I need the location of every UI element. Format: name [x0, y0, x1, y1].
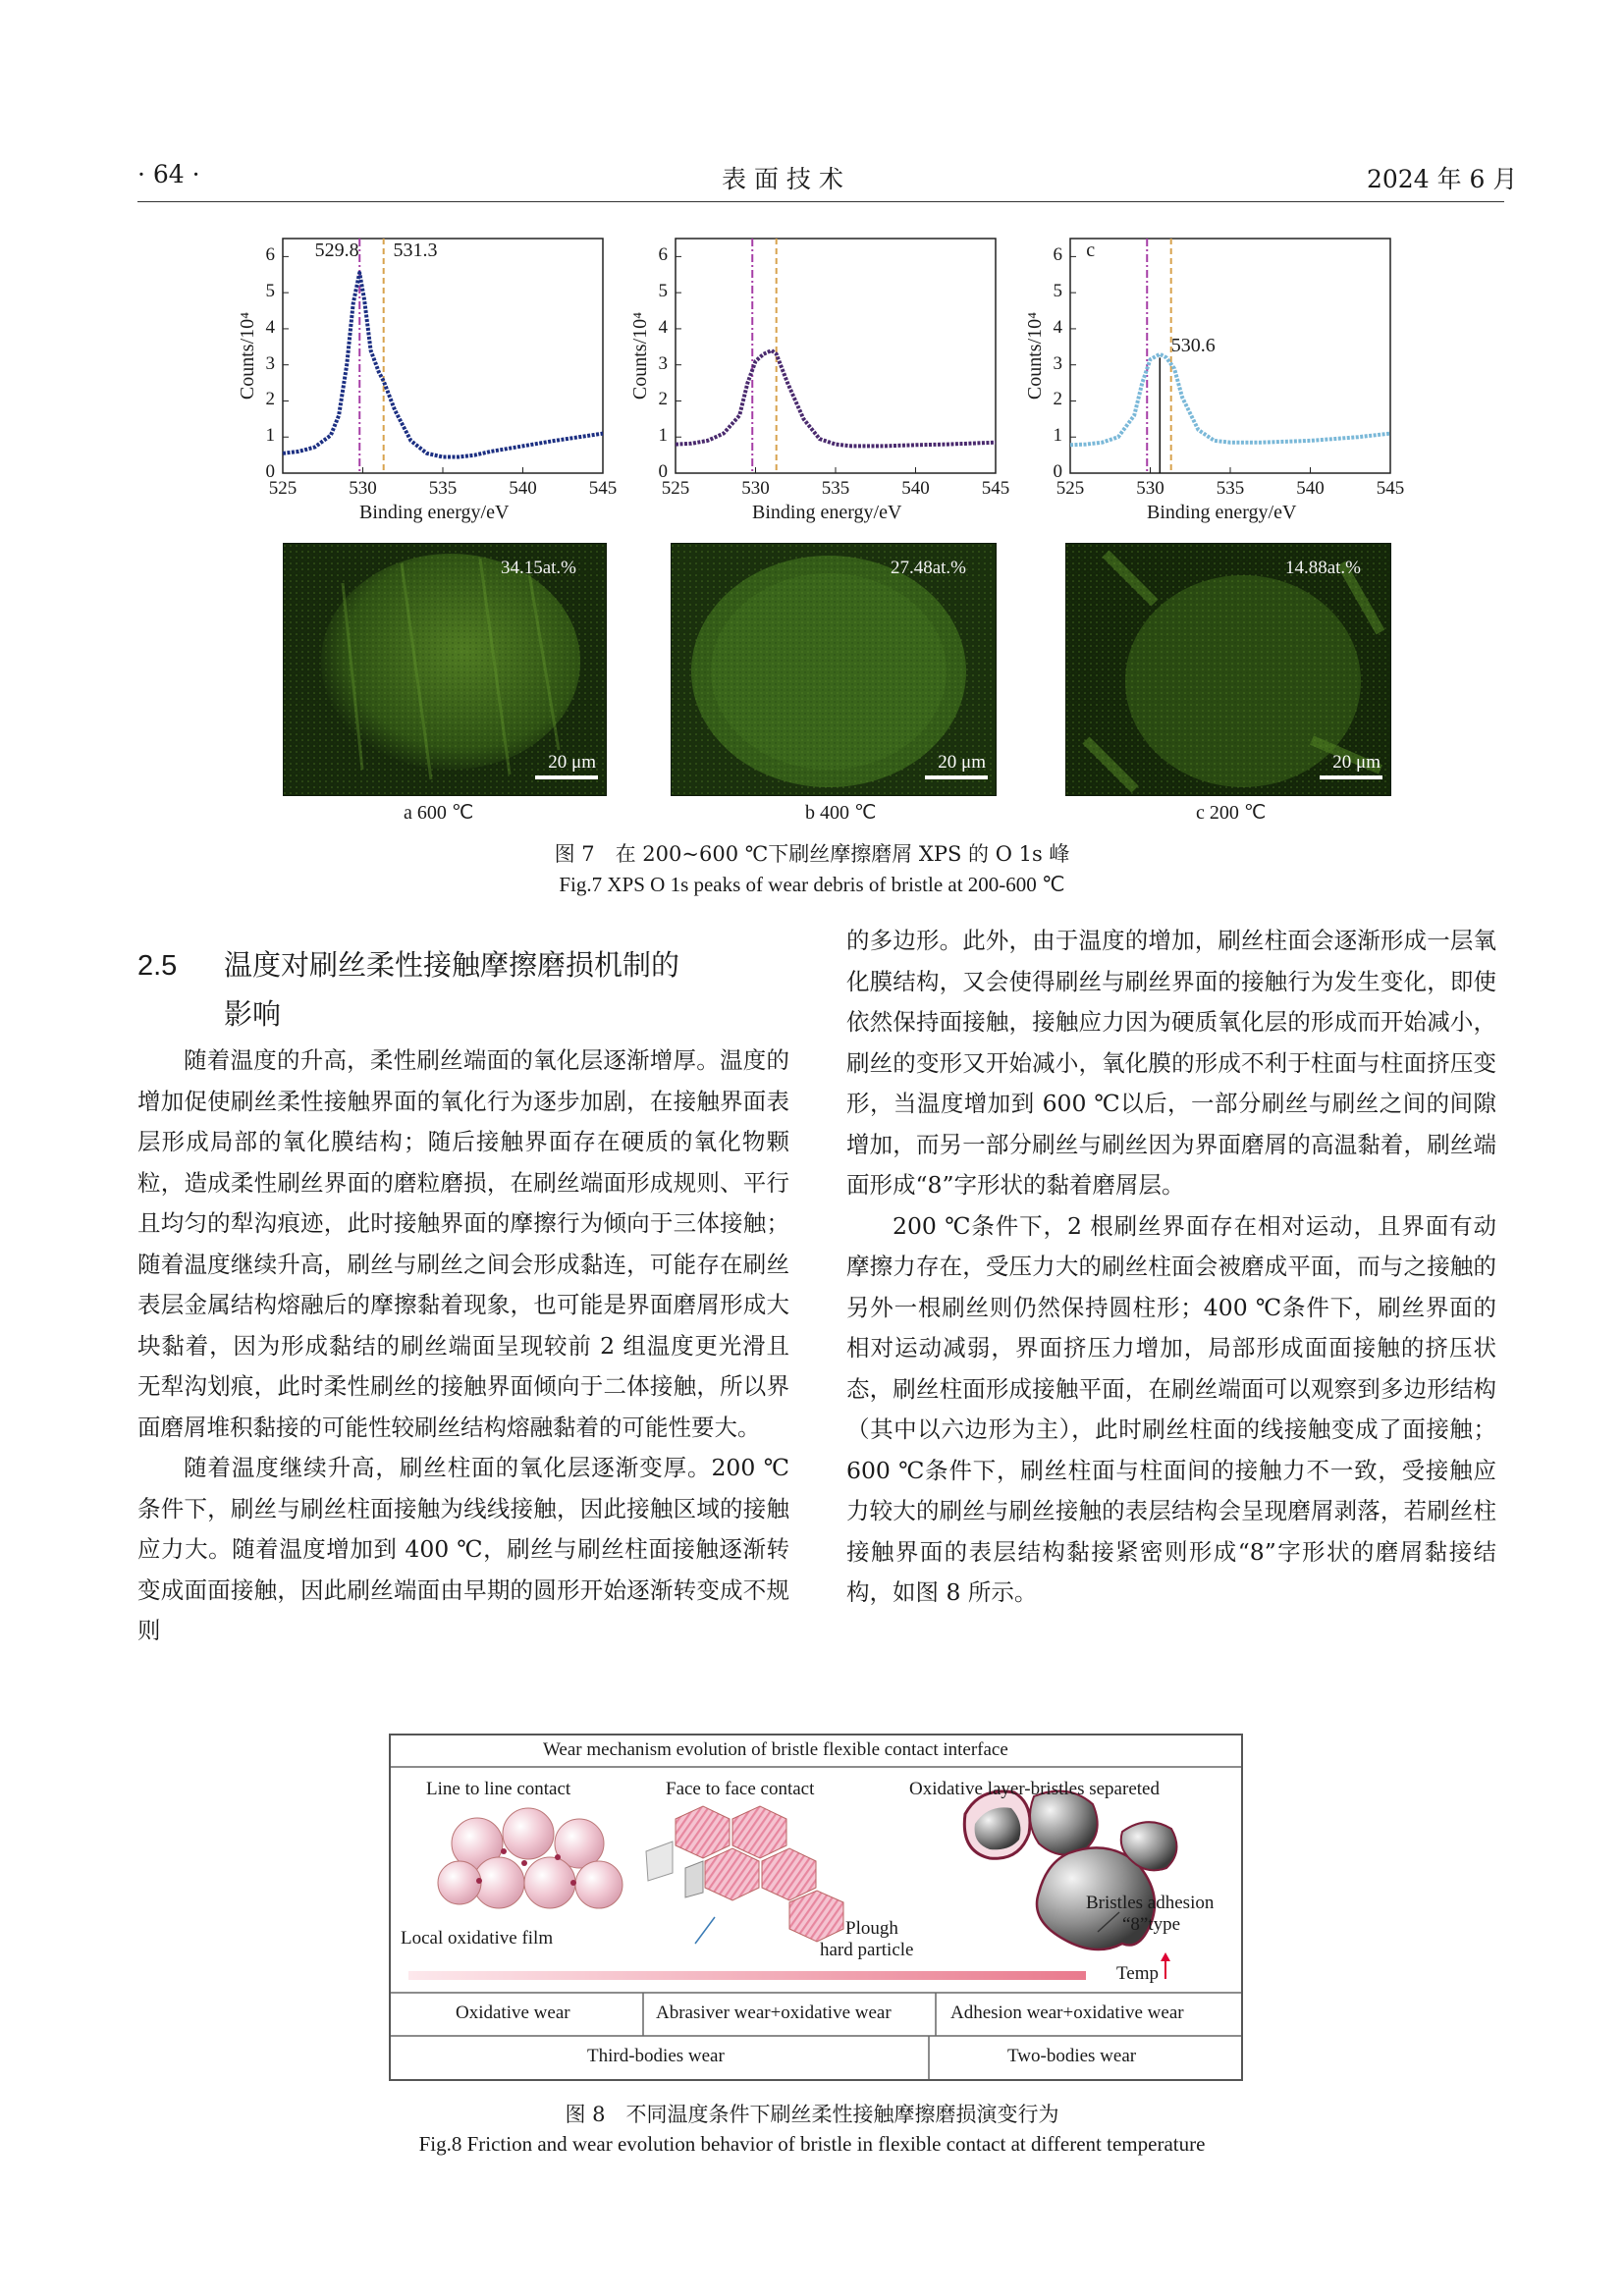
x-tick-label: 545: [1376, 478, 1405, 499]
y-tick-label: 0: [658, 461, 668, 482]
x-tick-label: 540: [1296, 478, 1325, 499]
wear-type-abrasive: Abrasiver wear+oxidative wear: [656, 2002, 892, 2023]
issue-date: 2024 年 6 月: [1367, 165, 1518, 193]
y-tick-label: 6: [658, 244, 668, 266]
y-axis-label: Counts/10⁴: [629, 311, 652, 400]
x-tick-label: 540: [509, 478, 537, 499]
y-tick-label: 5: [1053, 281, 1062, 302]
body-type-two: Two-bodies wear: [1007, 2046, 1137, 2066]
panel-label-a: a 600 ℃: [404, 802, 474, 824]
face-contact-bristles: [646, 1806, 843, 1944]
fig7-caption-cn: 图 7 在 200~600 ℃下刷丝摩擦磨屑 XPS 的 O 1s 峰: [554, 842, 1070, 866]
x-tick-label: 525: [268, 478, 298, 499]
x-tick-label: 535: [821, 478, 850, 499]
x-tick-label: 545: [588, 478, 618, 499]
fig7-caption-en: Fig.7 XPS O 1s peaks of wear debris of bristle at 200-600 ℃: [559, 873, 1065, 896]
y-tick-label: 4: [265, 316, 275, 338]
y-tick-label: 1: [265, 425, 275, 447]
x-tick-label: 535: [1216, 478, 1245, 499]
oxygen-content-b: 27.48at.%: [890, 558, 966, 578]
left-column: [137, 1041, 789, 1652]
right-column: [846, 921, 1496, 1614]
x-axis-label: Binding energy/eV: [752, 502, 902, 523]
wear-type-oxidative: Oxidative wear: [456, 2002, 570, 2023]
y-tick-label: 5: [265, 281, 275, 302]
section-number: 2.5: [137, 950, 178, 982]
x-tick-label: 535: [428, 478, 458, 499]
x-tick-label: 540: [901, 478, 930, 499]
scale-bar-c: [1320, 775, 1382, 779]
y-axis-label: Counts/10⁴: [1024, 311, 1047, 400]
x-tick-label: 530: [349, 478, 377, 499]
annotation-hard-particle: hard particle: [820, 1940, 914, 1960]
micrograph-a: [283, 543, 607, 796]
peak-annotation: 529.8: [314, 239, 359, 261]
panel-label-c: c 200 ℃: [1196, 802, 1267, 824]
diagram-title: Wear mechanism evolution of bristle flexible contact interface: [543, 1739, 1008, 1760]
xps-chart-c: [0, 0, 1624, 550]
fig8-caption-cn: 图 8 不同温度条件下刷丝柔性接触摩擦磨损演变行为: [565, 2103, 1059, 2126]
body-type-third: Third-bodies wear: [587, 2046, 725, 2066]
right-paragraph-1: 的多边形。此外，由于温度的增加，刷丝柱面会逐渐形成一层氧化膜结构，又会使得刷丝与刷丝界面的接触行为发生变化，即使依然保持面接触，接触应力因为硬质氧化层的形成而开始减小，刷丝的变形又开始减小，氧化膜的形成不利于柱面与柱面挤压变形，当温度增加到 600 ℃以后，一部分刷丝与刷丝之间的间隙增加，而另一部分刷丝与刷丝因为界面磨屑的高温黏着，刷丝端面形成“8”字形状的黏着磨屑层。: [846, 927, 1496, 1199]
x-tick-label: 525: [661, 478, 690, 499]
peak-annotation: 530.6: [1170, 335, 1216, 357]
y-tick-label: 2: [1053, 389, 1062, 410]
y-tick-label: 2: [658, 389, 668, 410]
x-axis-label: Binding energy/eV: [1147, 502, 1297, 523]
oxygen-content-a: 34.15at.%: [500, 558, 576, 578]
annotation-plough: Plough: [845, 1918, 898, 1939]
fig8-diagram: [389, 1734, 1243, 2081]
y-tick-label: 1: [658, 425, 668, 447]
peak-annotation: c: [1086, 239, 1096, 261]
annotation-bristles-adhesion: Bristles adhesion: [1086, 1893, 1215, 1913]
y-tick-label: 4: [1053, 316, 1062, 338]
y-tick-label: 6: [1053, 244, 1062, 266]
section-title-line-1: 温度对刷丝柔性接触摩擦磨损机制的: [224, 948, 680, 982]
annotation-local-film: Local oxidative film: [401, 1928, 554, 1949]
left-paragraph-2: 随着温度继续升高，刷丝柱面的氧化层逐渐变厚。200 ℃条件下，刷丝与刷丝柱面接触为线线接触，因此接触区域的接触应力大。随着温度增加到 400 ℃，刷丝与刷丝柱面接触逐渐转变成面面接触，因此刷丝端面由早期的圆形开始逐渐转变成不规则: [137, 1454, 789, 1644]
oxygen-content-c: 14.88at.%: [1284, 558, 1361, 578]
panel-label-b: b 400 ℃: [805, 802, 877, 824]
scale-bar-a: [535, 775, 598, 779]
y-tick-label: 1: [1053, 425, 1062, 447]
wear-type-adhesion: Adhesion wear+oxidative wear: [950, 2002, 1184, 2023]
right-paragraph-2: 200 ℃条件下，2 根刷丝界面存在相对运动，且界面有动摩擦力存在，受压力大的刷丝柱面会被磨成平面，而与之接触的另外一根刷丝则仍然保持圆柱形；400 ℃条件下，刷丝界面的相对运动减弱，界面挤压力增加，局部形成面面接触的挤压状态，刷丝柱面形成接触平面，在刷丝端面可以观察到多边形结构（其中以六边形为主），此时刷丝柱面的线接触变成了面接触；600 ℃条件下，刷丝柱面与柱面间的接触力不一致，受接触应力较大的刷丝与刷丝接触的表层结构会呈现磨屑剥落，若刷丝柱接触界面的表层结构黏接紧密则形成“8”字形状的磨屑黏接结构，如图 8 所示。: [846, 1211, 1496, 1606]
stage-label-oxidative: Oxidative layer-bristles separeted: [909, 1779, 1160, 1799]
scale-bar-b: [925, 775, 988, 779]
annotation-8-type: “8”type: [1122, 1914, 1181, 1935]
fig8-caption-en: Fig.8 Friction and wear evolution behavior of bristle in flexible contact at different temperature: [418, 2132, 1206, 2156]
micrograph-b: [671, 543, 997, 796]
temperature-gradient-bar: [408, 1971, 1086, 1980]
y-tick-label: 0: [1053, 461, 1062, 482]
y-tick-label: 0: [265, 461, 275, 482]
stage-label-face: Face to face contact: [666, 1779, 815, 1799]
x-tick-label: 545: [981, 478, 1010, 499]
scale-label-c: 20 μm: [1332, 752, 1380, 773]
y-tick-label: 3: [265, 352, 275, 374]
x-tick-label: 530: [1136, 478, 1164, 499]
scale-label-b: 20 μm: [938, 752, 986, 773]
y-tick-label: 2: [265, 389, 275, 410]
y-tick-label: 3: [1053, 352, 1062, 374]
y-tick-label: 5: [658, 281, 668, 302]
stage-label-line: Line to line contact: [426, 1779, 571, 1799]
section-title: [224, 940, 679, 1039]
peak-annotation: 531.3: [393, 239, 438, 261]
temperature-label: Temp: [1116, 1963, 1159, 1984]
x-tick-label: 530: [741, 478, 770, 499]
journal-title: 表 面 技 术: [722, 165, 843, 193]
scale-label-a: 20 μm: [548, 752, 596, 773]
y-tick-label: 6: [265, 244, 275, 266]
y-tick-label: 4: [658, 316, 668, 338]
section-title-line-2: 影响: [224, 997, 282, 1031]
page-number: · 64 ·: [137, 160, 200, 188]
left-paragraph-1: 随着温度的升高，柔性刷丝端面的氧化层逐渐增厚。温度的增加促使刷丝柔性接触界面的氧化行为逐步加剧，在接触界面表层形成局部的氧化膜结构；随后接触界面存在硬质的氧化物颗粒，造成柔性刷丝界面的磨粒磨损，在刷丝端面形成规则、平行且均匀的犁沟痕迹，此时接触界面的摩擦行为倾向于三体接触；随着温度继续升高，刷丝与刷丝之间会形成黏连，可能存在刷丝表层金属结构熔融后的摩擦黏着现象，也可能是界面磨屑形成大块黏着，因为形成黏结的刷丝端面呈现较前 2 组温度更光滑且无犁沟划痕，此时柔性刷丝的接触界面倾向于二体接触，所以界面磨屑堆积黏接的可能性较刷丝结构熔融黏着的可能性要大。: [137, 1046, 789, 1441]
xps-series-c: [1070, 354, 1390, 446]
y-axis-label: Counts/10⁴: [237, 311, 259, 400]
y-tick-label: 3: [658, 352, 668, 374]
x-tick-label: 525: [1056, 478, 1085, 499]
x-axis-label: Binding energy/eV: [359, 502, 510, 523]
line-contact-bristles: [438, 1808, 623, 1908]
micrograph-c: [1065, 543, 1391, 796]
